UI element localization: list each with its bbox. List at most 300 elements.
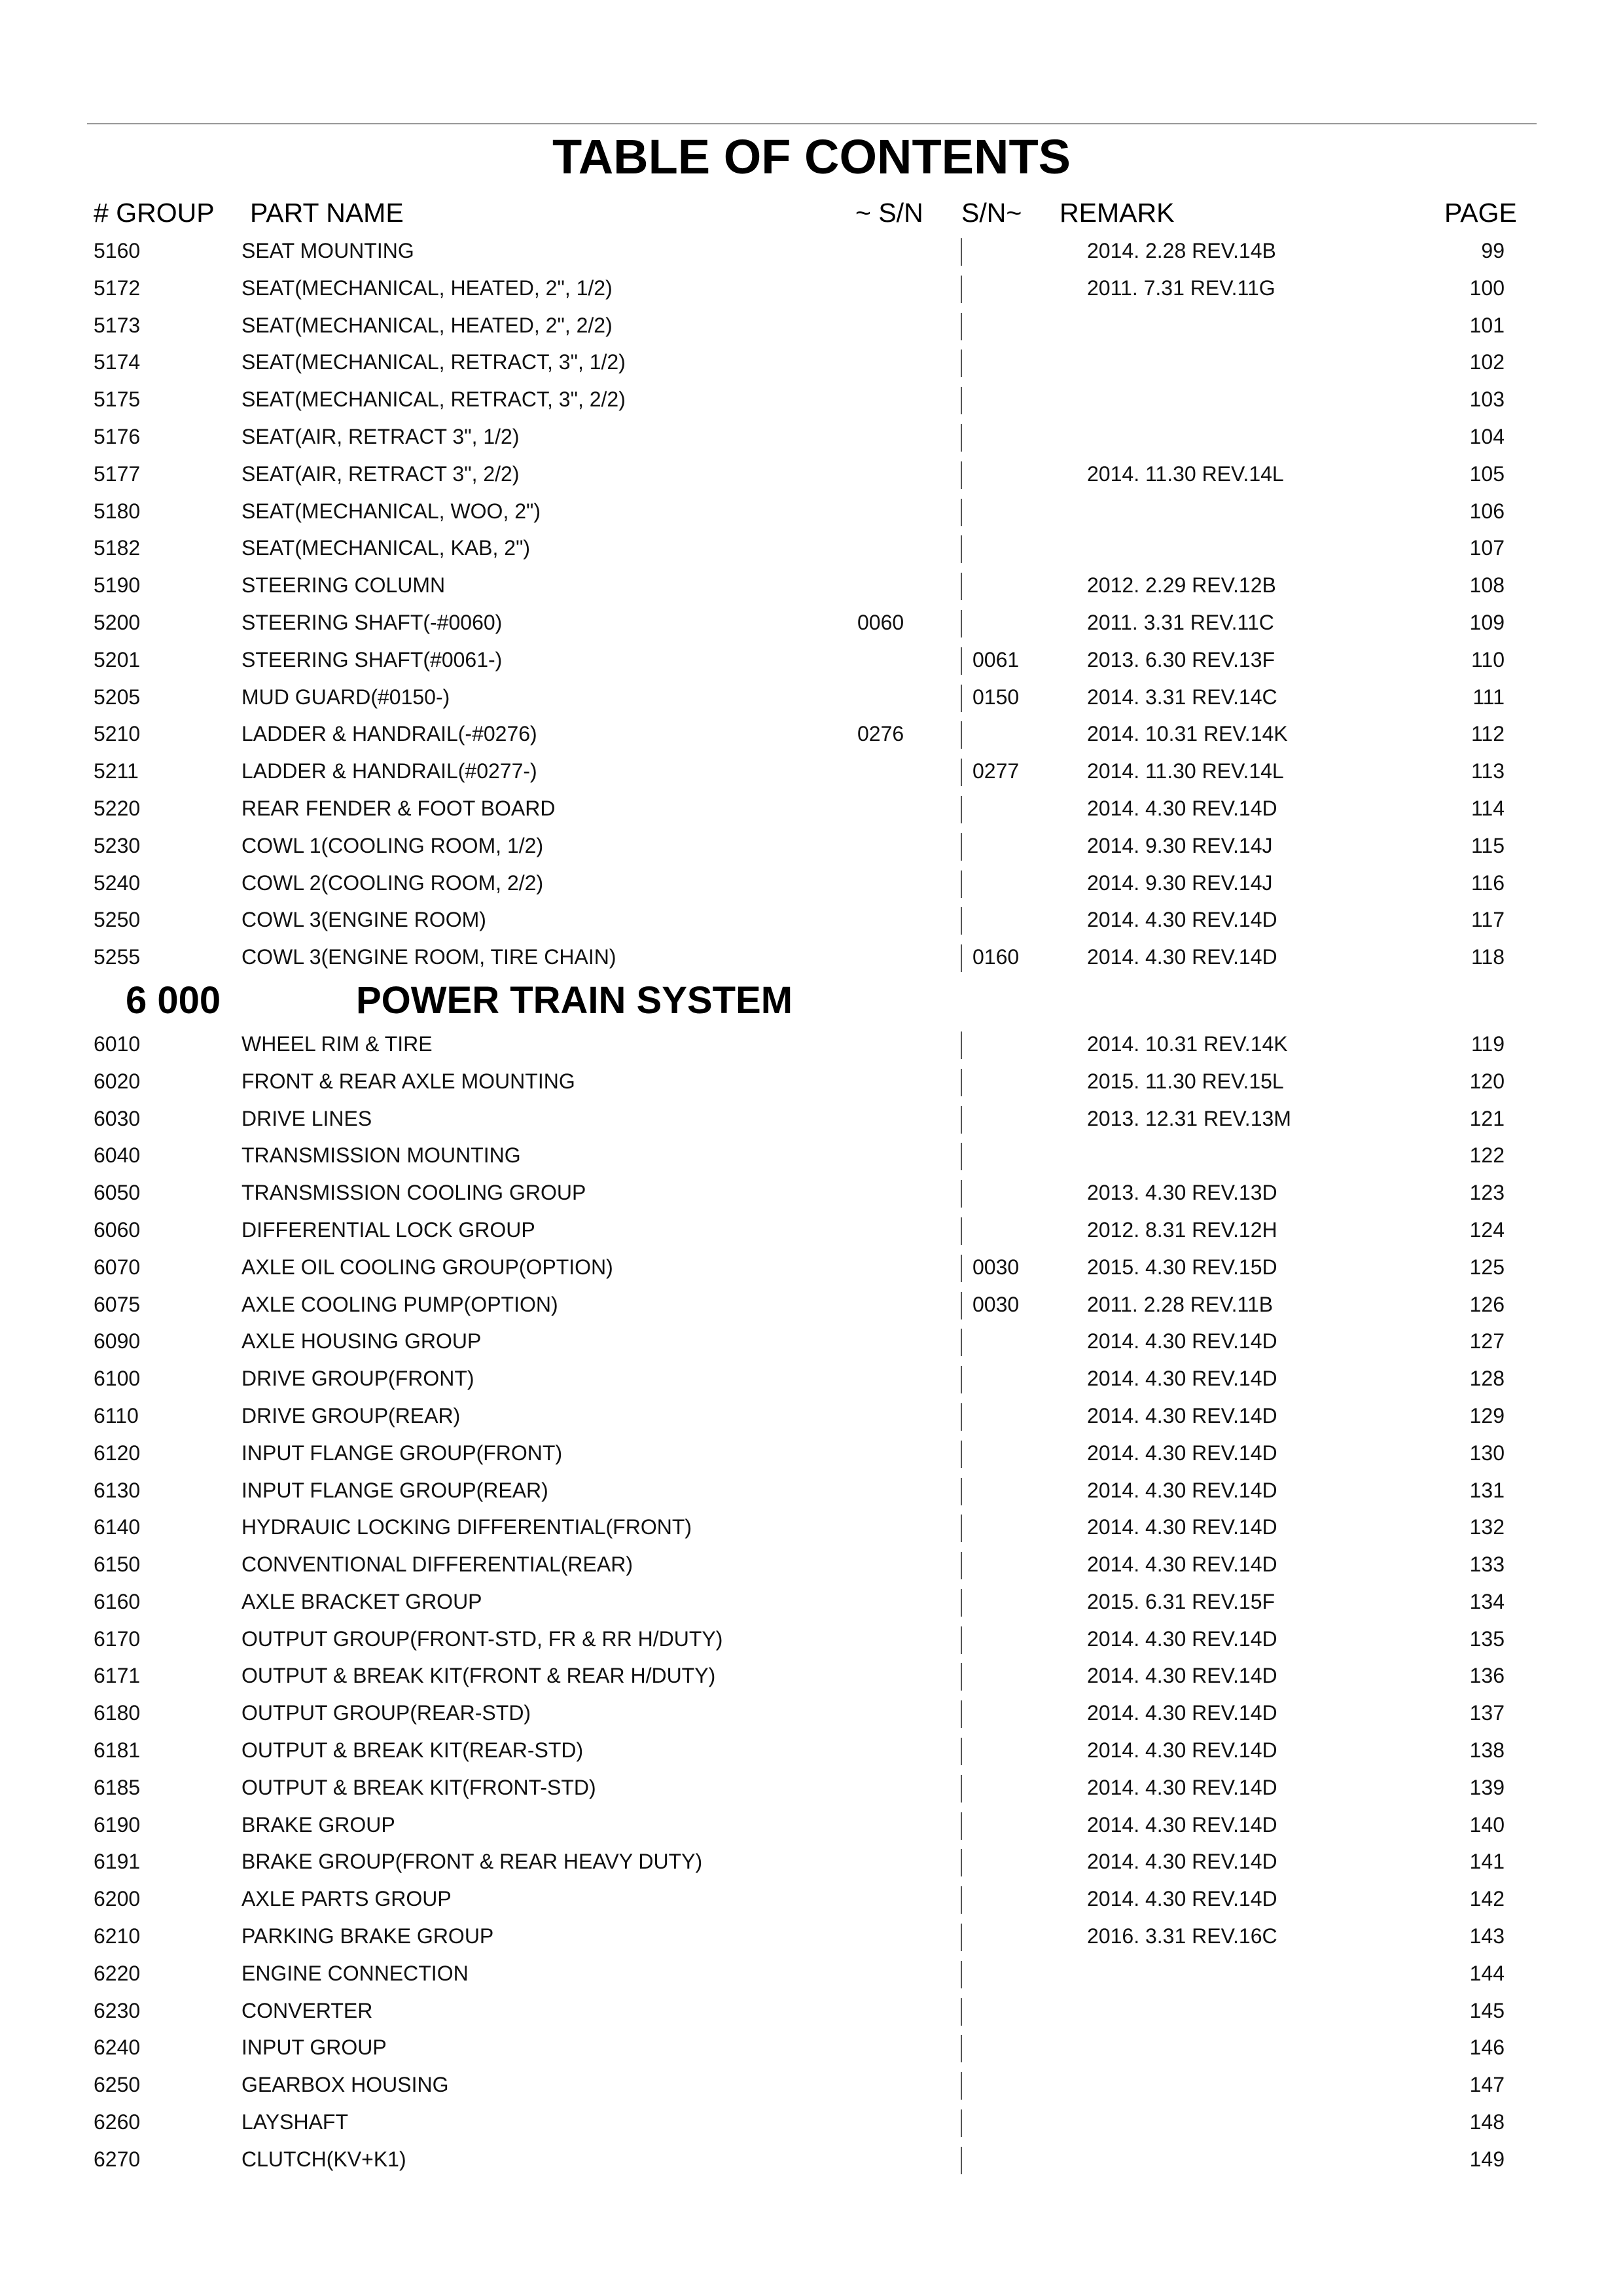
group-number: 6190 bbox=[94, 1812, 141, 1837]
table-row bbox=[0, 2066, 1623, 2104]
group-number: 5174 bbox=[94, 350, 141, 374]
part-name: CONVENTIONAL DIFFERENTIAL(REAR) bbox=[241, 1552, 633, 1577]
page-number: 112 bbox=[1471, 722, 1505, 746]
group-number: 6170 bbox=[94, 1626, 141, 1651]
group-number: 6260 bbox=[94, 2110, 141, 2134]
top-rule bbox=[87, 123, 1537, 124]
table-row bbox=[0, 1918, 1623, 1955]
column-divider bbox=[961, 1849, 962, 1876]
part-name: CONVERTER bbox=[241, 1998, 373, 2022]
part-name: TRANSMISSION MOUNTING bbox=[241, 1143, 521, 1168]
table-row bbox=[0, 2104, 1623, 2141]
page-number: 149 bbox=[1469, 2147, 1505, 2171]
group-number: 6120 bbox=[94, 1441, 141, 1465]
group-number: 5201 bbox=[94, 647, 141, 672]
column-divider bbox=[961, 424, 962, 452]
remark: 2014. 4.30 REV.14D bbox=[1087, 945, 1277, 969]
table-row bbox=[0, 865, 1623, 902]
group-number: 6180 bbox=[94, 1701, 141, 1725]
page-number: 144 bbox=[1469, 1961, 1505, 1985]
column-divider bbox=[961, 944, 962, 972]
remark: 2014. 4.30 REV.14D bbox=[1087, 1775, 1277, 1799]
page-number: 106 bbox=[1469, 499, 1505, 523]
group-number: 5160 bbox=[94, 239, 141, 262]
serial-from: 0061 bbox=[972, 647, 1020, 672]
column-divider bbox=[961, 1626, 962, 1654]
table-row bbox=[0, 2141, 1623, 2178]
table-row bbox=[0, 1249, 1623, 1286]
group-number: 5230 bbox=[94, 833, 141, 857]
remark: 2014. 3.31 REV.14C bbox=[1087, 685, 1277, 709]
column-divider bbox=[961, 1366, 962, 1393]
page-number: 117 bbox=[1471, 908, 1505, 932]
part-name: SEAT(AIR, RETRACT 3", 1/2) bbox=[241, 424, 520, 448]
part-name: COWL 2(COOLING ROOM, 2/2) bbox=[241, 870, 544, 895]
part-name: STEERING SHAFT(#0061-) bbox=[241, 647, 503, 672]
column-divider bbox=[961, 1700, 962, 1728]
remark: 2013. 6.30 REV.13F bbox=[1087, 647, 1275, 672]
column-divider bbox=[961, 2109, 962, 2137]
serial-from: 0030 bbox=[972, 1292, 1020, 1316]
header-page: PAGE bbox=[1444, 198, 1517, 228]
page-number: 135 bbox=[1469, 1626, 1505, 1651]
part-name: LAYSHAFT bbox=[241, 2110, 348, 2134]
part-name: DRIVE GROUP(REAR) bbox=[241, 1403, 461, 1427]
part-name: FRONT & REAR AXLE MOUNTING bbox=[241, 1069, 575, 1093]
table-row bbox=[0, 1769, 1623, 1806]
column-divider bbox=[961, 1255, 962, 1282]
column-divider bbox=[961, 1106, 962, 1134]
group-number: 5182 bbox=[94, 536, 141, 560]
part-name: INPUT GROUP bbox=[241, 2036, 387, 2060]
remark: 2016. 3.31 REV.16C bbox=[1087, 1924, 1277, 1948]
column-divider bbox=[961, 870, 962, 898]
page-number: 111 bbox=[1472, 685, 1505, 709]
column-divider bbox=[961, 796, 962, 823]
page-number: 124 bbox=[1469, 1217, 1505, 1242]
toc-table bbox=[0, 232, 1623, 2178]
part-name: AXLE COOLING PUMP(OPTION) bbox=[241, 1292, 558, 1316]
table-row bbox=[0, 1472, 1623, 1509]
group-number: 6200 bbox=[94, 1887, 141, 1911]
table-row bbox=[0, 1621, 1623, 1658]
column-divider bbox=[961, 833, 962, 861]
group-number: 6220 bbox=[94, 1961, 141, 1985]
table-row bbox=[0, 381, 1623, 418]
page-number: 140 bbox=[1469, 1812, 1505, 1837]
part-name: STEERING SHAFT(-#0060) bbox=[241, 610, 503, 634]
group-number: 6100 bbox=[94, 1367, 141, 1391]
group-number: 6040 bbox=[94, 1143, 141, 1168]
group-number: 5220 bbox=[94, 796, 141, 820]
table-row bbox=[0, 1286, 1623, 1323]
table-row bbox=[0, 1843, 1623, 1880]
page-number: 105 bbox=[1469, 461, 1505, 486]
column-divider bbox=[961, 1403, 962, 1431]
part-name: AXLE HOUSING GROUP bbox=[241, 1329, 482, 1354]
remark: 2012. 2.29 REV.12B bbox=[1087, 573, 1276, 598]
table-row bbox=[0, 270, 1623, 307]
table-row bbox=[0, 641, 1623, 679]
page-number: 113 bbox=[1471, 759, 1505, 783]
part-name: COWL 3(ENGINE ROOM) bbox=[241, 908, 486, 932]
remark: 2014. 4.30 REV.14D bbox=[1087, 1738, 1277, 1763]
table-row bbox=[0, 1397, 1623, 1435]
remark: 2015. 4.30 REV.15D bbox=[1087, 1255, 1277, 1279]
group-number: 5175 bbox=[94, 387, 141, 412]
column-divider bbox=[961, 2035, 962, 2062]
column-divider bbox=[961, 2147, 962, 2174]
table-row bbox=[0, 456, 1623, 493]
part-name: SEAT(MECHANICAL, HEATED, 2", 2/2) bbox=[241, 313, 613, 337]
remark: 2014. 4.30 REV.14D bbox=[1087, 1664, 1277, 1688]
page-number: 121 bbox=[1469, 1106, 1505, 1130]
table-row bbox=[0, 1583, 1623, 1621]
column-divider bbox=[961, 1775, 962, 1803]
part-name: OUTPUT & BREAK KIT(FRONT & REAR H/DUTY) bbox=[241, 1664, 716, 1688]
header-remark: REMARK bbox=[1060, 198, 1175, 228]
part-name: LADDER & HANDRAIL(#0277-) bbox=[241, 759, 537, 783]
column-divider bbox=[961, 238, 962, 266]
part-name: CLUTCH(KV+K1) bbox=[241, 2147, 406, 2171]
page-number: 107 bbox=[1469, 536, 1505, 560]
page-number: 109 bbox=[1469, 610, 1505, 634]
part-name: ENGINE CONNECTION bbox=[241, 1961, 469, 1985]
column-divider bbox=[961, 1217, 962, 1245]
part-name: SEAT(AIR, RETRACT 3", 2/2) bbox=[241, 461, 520, 486]
column-divider bbox=[961, 350, 962, 377]
column-divider bbox=[961, 461, 962, 489]
page-number: 127 bbox=[1469, 1329, 1505, 1354]
part-name: BRAKE GROUP(FRONT & REAR HEAVY DUTY) bbox=[241, 1850, 703, 1874]
part-name: SEAT(MECHANICAL, WOO, 2") bbox=[241, 499, 541, 523]
remark: 2011. 7.31 REV.11G bbox=[1087, 276, 1275, 300]
part-name: SEAT(MECHANICAL, RETRACT, 3", 1/2) bbox=[241, 350, 626, 374]
part-name: GEARBOX HOUSING bbox=[241, 2073, 449, 2097]
remark: 2014. 4.30 REV.14D bbox=[1087, 908, 1277, 932]
remark: 2014. 11.30 REV.14L bbox=[1087, 759, 1284, 783]
column-divider bbox=[961, 1552, 962, 1579]
page-number: 129 bbox=[1469, 1403, 1505, 1427]
page-number: 128 bbox=[1469, 1367, 1505, 1391]
table-row bbox=[0, 1695, 1623, 1732]
page-number: 143 bbox=[1469, 1924, 1505, 1948]
column-divider bbox=[961, 573, 962, 600]
group-number: 5173 bbox=[94, 313, 141, 337]
page-number: 104 bbox=[1469, 424, 1505, 448]
group-number: 6191 bbox=[94, 1850, 141, 1874]
column-divider bbox=[961, 1812, 962, 1840]
part-name: OUTPUT GROUP(FRONT-STD, FR & RR H/DUTY) bbox=[241, 1626, 723, 1651]
table-row bbox=[0, 1174, 1623, 1211]
column-divider bbox=[961, 1738, 962, 1765]
group-number: 5176 bbox=[94, 424, 141, 448]
group-number: 5190 bbox=[94, 573, 141, 598]
header-part-name: PART NAME bbox=[250, 198, 404, 228]
part-name: COWL 1(COOLING ROOM, 1/2) bbox=[241, 833, 544, 857]
part-name: OUTPUT GROUP(REAR-STD) bbox=[241, 1701, 531, 1725]
remark: 2011. 3.31 REV.11C bbox=[1087, 610, 1274, 634]
page-number: 146 bbox=[1469, 2036, 1505, 2060]
group-number: 6020 bbox=[94, 1069, 141, 1093]
part-name: INPUT FLANGE GROUP(REAR) bbox=[241, 1478, 548, 1502]
group-number: 6250 bbox=[94, 2073, 141, 2097]
page-number: 139 bbox=[1469, 1775, 1505, 1799]
serial-from: 0150 bbox=[972, 685, 1020, 709]
column-divider bbox=[961, 1069, 962, 1096]
part-name: TRANSMISSION COOLING GROUP bbox=[241, 1181, 586, 1205]
column-divider bbox=[961, 1031, 962, 1059]
part-name: SEAT(MECHANICAL, HEATED, 2", 1/2) bbox=[241, 276, 613, 300]
page-number: 130 bbox=[1469, 1441, 1505, 1465]
part-name: LADDER & HANDRAIL(-#0276) bbox=[241, 722, 537, 746]
header-sn-to: ~ S/N bbox=[855, 198, 923, 228]
table-row bbox=[0, 1026, 1623, 1063]
table-row bbox=[0, 1360, 1623, 1397]
group-number: 6160 bbox=[94, 1589, 141, 1613]
remark: 2014. 4.30 REV.14D bbox=[1087, 1626, 1277, 1651]
column-divider bbox=[961, 387, 962, 414]
page-number: 125 bbox=[1469, 1255, 1505, 1279]
group-number: 5240 bbox=[94, 870, 141, 895]
page-number: 131 bbox=[1469, 1478, 1505, 1502]
page-number: 138 bbox=[1469, 1738, 1505, 1763]
table-row bbox=[0, 939, 1623, 976]
column-divider bbox=[961, 1663, 962, 1691]
serial-from: 0030 bbox=[972, 1255, 1020, 1279]
column-divider bbox=[961, 1143, 962, 1170]
remark: 2014. 9.30 REV.14J bbox=[1087, 870, 1273, 895]
group-number: 6210 bbox=[94, 1924, 141, 1948]
part-name: AXLE PARTS GROUP bbox=[241, 1887, 452, 1911]
group-number: 5255 bbox=[94, 945, 141, 969]
group-number: 6270 bbox=[94, 2147, 141, 2171]
column-divider bbox=[961, 1441, 962, 1468]
table-row bbox=[0, 418, 1623, 456]
part-name: DIFFERENTIAL LOCK GROUP bbox=[241, 1217, 535, 1242]
page-number: 136 bbox=[1469, 1664, 1505, 1688]
page-number: 103 bbox=[1469, 387, 1505, 412]
part-name: AXLE BRACKET GROUP bbox=[241, 1589, 482, 1613]
table-row bbox=[0, 2029, 1623, 2066]
section-heading bbox=[0, 976, 1623, 1026]
page-number: 132 bbox=[1469, 1515, 1505, 1539]
page-number: 102 bbox=[1469, 350, 1505, 374]
page-number: 119 bbox=[1471, 1031, 1505, 1056]
table-row bbox=[0, 307, 1623, 344]
table-row bbox=[0, 1063, 1623, 1100]
remark: 2014. 10.31 REV.14K bbox=[1087, 1031, 1288, 1056]
remark: 2012. 8.31 REV.12H bbox=[1087, 1217, 1277, 1242]
page-number: 110 bbox=[1471, 647, 1505, 672]
group-number: 6181 bbox=[94, 1738, 141, 1763]
page-number: 120 bbox=[1469, 1069, 1505, 1093]
remark: 2014. 4.30 REV.14D bbox=[1087, 1850, 1277, 1874]
group-number: 6130 bbox=[94, 1478, 141, 1502]
page-number: 122 bbox=[1469, 1143, 1505, 1168]
table-row bbox=[0, 1955, 1623, 1992]
part-name: COWL 3(ENGINE ROOM, TIRE CHAIN) bbox=[241, 945, 616, 969]
remark: 2014. 4.30 REV.14D bbox=[1087, 1403, 1277, 1427]
column-divider bbox=[961, 1515, 962, 1542]
remark: 2014. 4.30 REV.14D bbox=[1087, 1441, 1277, 1465]
column-divider bbox=[961, 1292, 962, 1319]
table-row bbox=[0, 344, 1623, 381]
part-name: STEERING COLUMN bbox=[241, 573, 446, 598]
column-divider bbox=[961, 276, 962, 303]
group-number: 6171 bbox=[94, 1664, 141, 1688]
page-number: 137 bbox=[1469, 1701, 1505, 1725]
remark: 2014. 4.30 REV.14D bbox=[1087, 1367, 1277, 1391]
table-row bbox=[0, 1211, 1623, 1249]
page-number: 115 bbox=[1471, 833, 1505, 857]
page-number: 133 bbox=[1469, 1552, 1505, 1577]
part-name: BRAKE GROUP bbox=[241, 1812, 395, 1837]
page-number: 145 bbox=[1469, 1998, 1505, 2022]
serial-to: 0060 bbox=[857, 610, 904, 634]
group-number: 6240 bbox=[94, 2036, 141, 2060]
part-name: SEAT(MECHANICAL, KAB, 2") bbox=[241, 536, 531, 560]
page-number: 147 bbox=[1469, 2073, 1505, 2097]
page-number: 141 bbox=[1469, 1850, 1505, 1874]
serial-from: 0277 bbox=[972, 759, 1020, 783]
column-divider bbox=[961, 313, 962, 340]
remark: 2014. 11.30 REV.14L bbox=[1087, 461, 1284, 486]
page-number: 101 bbox=[1469, 313, 1505, 337]
remark: 2014. 10.31 REV.14K bbox=[1087, 722, 1288, 746]
serial-from: 0160 bbox=[972, 945, 1020, 969]
remark: 2014. 4.30 REV.14D bbox=[1087, 1329, 1277, 1354]
group-number: 5205 bbox=[94, 685, 141, 709]
page-number: 126 bbox=[1469, 1292, 1505, 1316]
column-divider bbox=[961, 2072, 962, 2100]
remark: 2014. 4.30 REV.14D bbox=[1087, 1701, 1277, 1725]
group-number: 6050 bbox=[94, 1181, 141, 1205]
column-divider bbox=[961, 1180, 962, 1208]
column-divider bbox=[961, 610, 962, 637]
part-name: HYDRAUIC LOCKING DIFFERENTIAL(FRONT) bbox=[241, 1515, 692, 1539]
column-divider bbox=[961, 1478, 962, 1505]
part-name: PARKING BRAKE GROUP bbox=[241, 1924, 494, 1948]
group-number: 5200 bbox=[94, 610, 141, 634]
group-number: 6010 bbox=[94, 1031, 141, 1056]
remark: 2015. 11.30 REV.15L bbox=[1087, 1069, 1284, 1093]
remark: 2014. 4.30 REV.14D bbox=[1087, 1552, 1277, 1577]
group-number: 6230 bbox=[94, 1998, 141, 2022]
table-row bbox=[0, 1732, 1623, 1769]
group-number: 6185 bbox=[94, 1775, 141, 1799]
column-divider bbox=[961, 535, 962, 563]
table-row bbox=[0, 1323, 1623, 1360]
remark: 2013. 4.30 REV.13D bbox=[1087, 1181, 1277, 1205]
part-name: MUD GUARD(#0150-) bbox=[241, 685, 450, 709]
page-number: 116 bbox=[1471, 870, 1505, 895]
header-group: # GROUP bbox=[94, 198, 215, 228]
table-row bbox=[0, 679, 1623, 716]
remark: 2014. 4.30 REV.14D bbox=[1087, 1887, 1277, 1911]
column-divider bbox=[961, 1998, 962, 2026]
page-number: 134 bbox=[1469, 1589, 1505, 1613]
group-number: 6075 bbox=[94, 1292, 141, 1316]
page-number: 100 bbox=[1469, 276, 1505, 300]
part-name: INPUT FLANGE GROUP(FRONT) bbox=[241, 1441, 563, 1465]
part-name: DRIVE GROUP(FRONT) bbox=[241, 1367, 474, 1391]
table-row bbox=[0, 827, 1623, 865]
remark: 2011. 2.28 REV.11B bbox=[1087, 1292, 1274, 1316]
page-number: 118 bbox=[1471, 945, 1505, 969]
column-divider bbox=[961, 1961, 962, 1988]
table-row bbox=[0, 1509, 1623, 1546]
column-divider bbox=[961, 907, 962, 935]
group-number: 6060 bbox=[94, 1217, 141, 1242]
page-title: TABLE OF CONTENTS bbox=[552, 130, 1071, 184]
part-name: OUTPUT & BREAK KIT(REAR-STD) bbox=[241, 1738, 584, 1763]
column-divider bbox=[961, 1329, 962, 1356]
table-row bbox=[0, 901, 1623, 939]
part-name: DRIVE LINES bbox=[241, 1106, 372, 1130]
table-row bbox=[0, 1100, 1623, 1138]
section-title: POWER TRAIN SYSTEM bbox=[356, 978, 793, 1022]
page-number: 99 bbox=[1481, 239, 1505, 262]
group-number: 5177 bbox=[94, 461, 141, 486]
column-divider bbox=[961, 1589, 962, 1617]
remark: 2014. 4.30 REV.14D bbox=[1087, 1478, 1277, 1502]
group-number: 5211 bbox=[94, 759, 139, 783]
remark: 2014. 9.30 REV.14J bbox=[1087, 833, 1273, 857]
table-row bbox=[0, 715, 1623, 753]
section-code: 6 000 bbox=[126, 978, 221, 1022]
remark: 2014. 4.30 REV.14D bbox=[1087, 1515, 1277, 1539]
group-number: 6030 bbox=[94, 1106, 141, 1130]
remark: 2013. 12.31 REV.13M bbox=[1087, 1106, 1291, 1130]
header-sn-from: S/N~ bbox=[961, 198, 1022, 228]
column-divider bbox=[961, 1924, 962, 1951]
group-number: 6090 bbox=[94, 1329, 141, 1354]
column-divider bbox=[961, 685, 962, 712]
table-row bbox=[0, 1880, 1623, 1918]
table-row bbox=[0, 1435, 1623, 1472]
part-name: SEAT MOUNTING bbox=[241, 239, 414, 262]
part-name: OUTPUT & BREAK KIT(FRONT-STD) bbox=[241, 1775, 596, 1799]
table-row bbox=[0, 1137, 1623, 1174]
part-name: REAR FENDER & FOOT BOARD bbox=[241, 796, 556, 820]
table-row bbox=[0, 1546, 1623, 1583]
page-number: 108 bbox=[1469, 573, 1505, 598]
remark: 2014. 2.28 REV.14B bbox=[1087, 239, 1276, 262]
table-row bbox=[0, 790, 1623, 827]
part-name: SEAT(MECHANICAL, RETRACT, 3", 2/2) bbox=[241, 387, 626, 412]
table-row bbox=[0, 1806, 1623, 1844]
table-row bbox=[0, 753, 1623, 790]
part-name: WHEEL RIM & TIRE bbox=[241, 1031, 433, 1056]
remark: 2015. 6.31 REV.15F bbox=[1087, 1589, 1275, 1613]
table-row bbox=[0, 232, 1623, 270]
table-row bbox=[0, 493, 1623, 530]
group-number: 5250 bbox=[94, 908, 141, 932]
column-divider bbox=[961, 499, 962, 526]
table-row bbox=[0, 1992, 1623, 2030]
group-number: 5172 bbox=[94, 276, 141, 300]
page-number: 148 bbox=[1469, 2110, 1505, 2134]
group-number: 6070 bbox=[94, 1255, 141, 1279]
page-number: 114 bbox=[1471, 796, 1505, 820]
table-row bbox=[0, 567, 1623, 604]
group-number: 6150 bbox=[94, 1552, 141, 1577]
remark: 2014. 4.30 REV.14D bbox=[1087, 796, 1277, 820]
group-number: 5180 bbox=[94, 499, 141, 523]
column-divider bbox=[961, 1886, 962, 1914]
remark: 2014. 4.30 REV.14D bbox=[1087, 1812, 1277, 1837]
